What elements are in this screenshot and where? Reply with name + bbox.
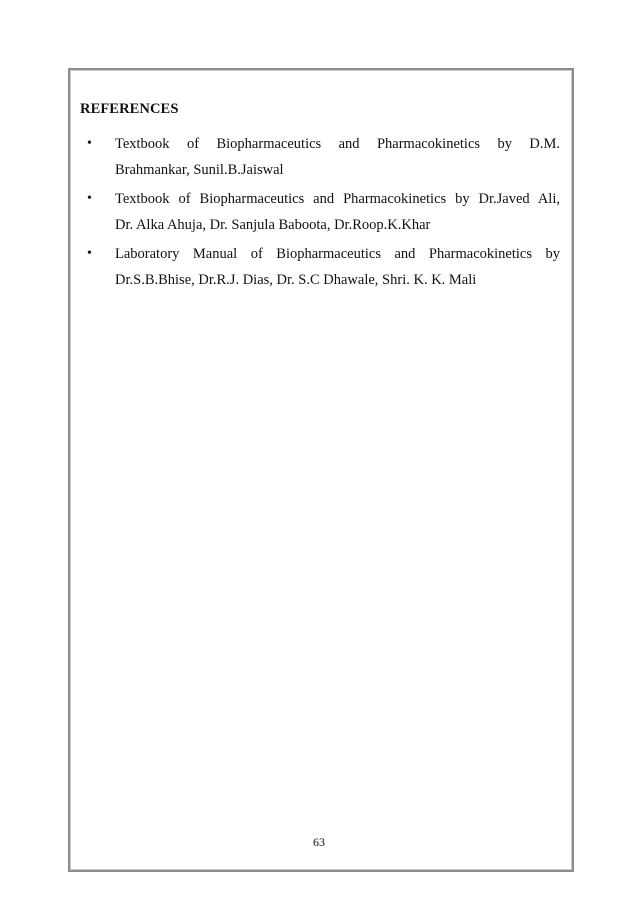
reference-item: [80, 241, 560, 293]
reference-item: [80, 186, 560, 238]
reference-line: Dr.S.B.Bhise, Dr.R.J. Dias, Dr. S.C Dhawale, Shri. K. K. Mali: [115, 272, 477, 288]
reference-line: Brahmankar, Sunil.B.Jaiswal: [115, 162, 284, 178]
reference-line: Laboratory Manual of Biopharmaceutics and Pharmacokinetics by: [115, 246, 560, 262]
references-list: [80, 131, 560, 296]
references-heading: REFERENCES: [80, 101, 179, 117]
reference-line: Textbook of Biopharmaceutics and Pharmacokinetics by D.M.: [115, 136, 560, 152]
reference-line: Dr. Alka Ahuja, Dr. Sanjula Baboota, Dr.Roop.K.Khar: [115, 217, 431, 233]
page-number: 63: [313, 835, 325, 849]
reference-item: [80, 131, 560, 183]
reference-line: Textbook of Biopharmaceutics and Pharmacokinetics by Dr.Javed Ali,: [115, 191, 560, 207]
bullet-icon: •: [87, 136, 92, 151]
bullet-icon: •: [87, 246, 92, 261]
bullet-icon: •: [87, 191, 92, 206]
